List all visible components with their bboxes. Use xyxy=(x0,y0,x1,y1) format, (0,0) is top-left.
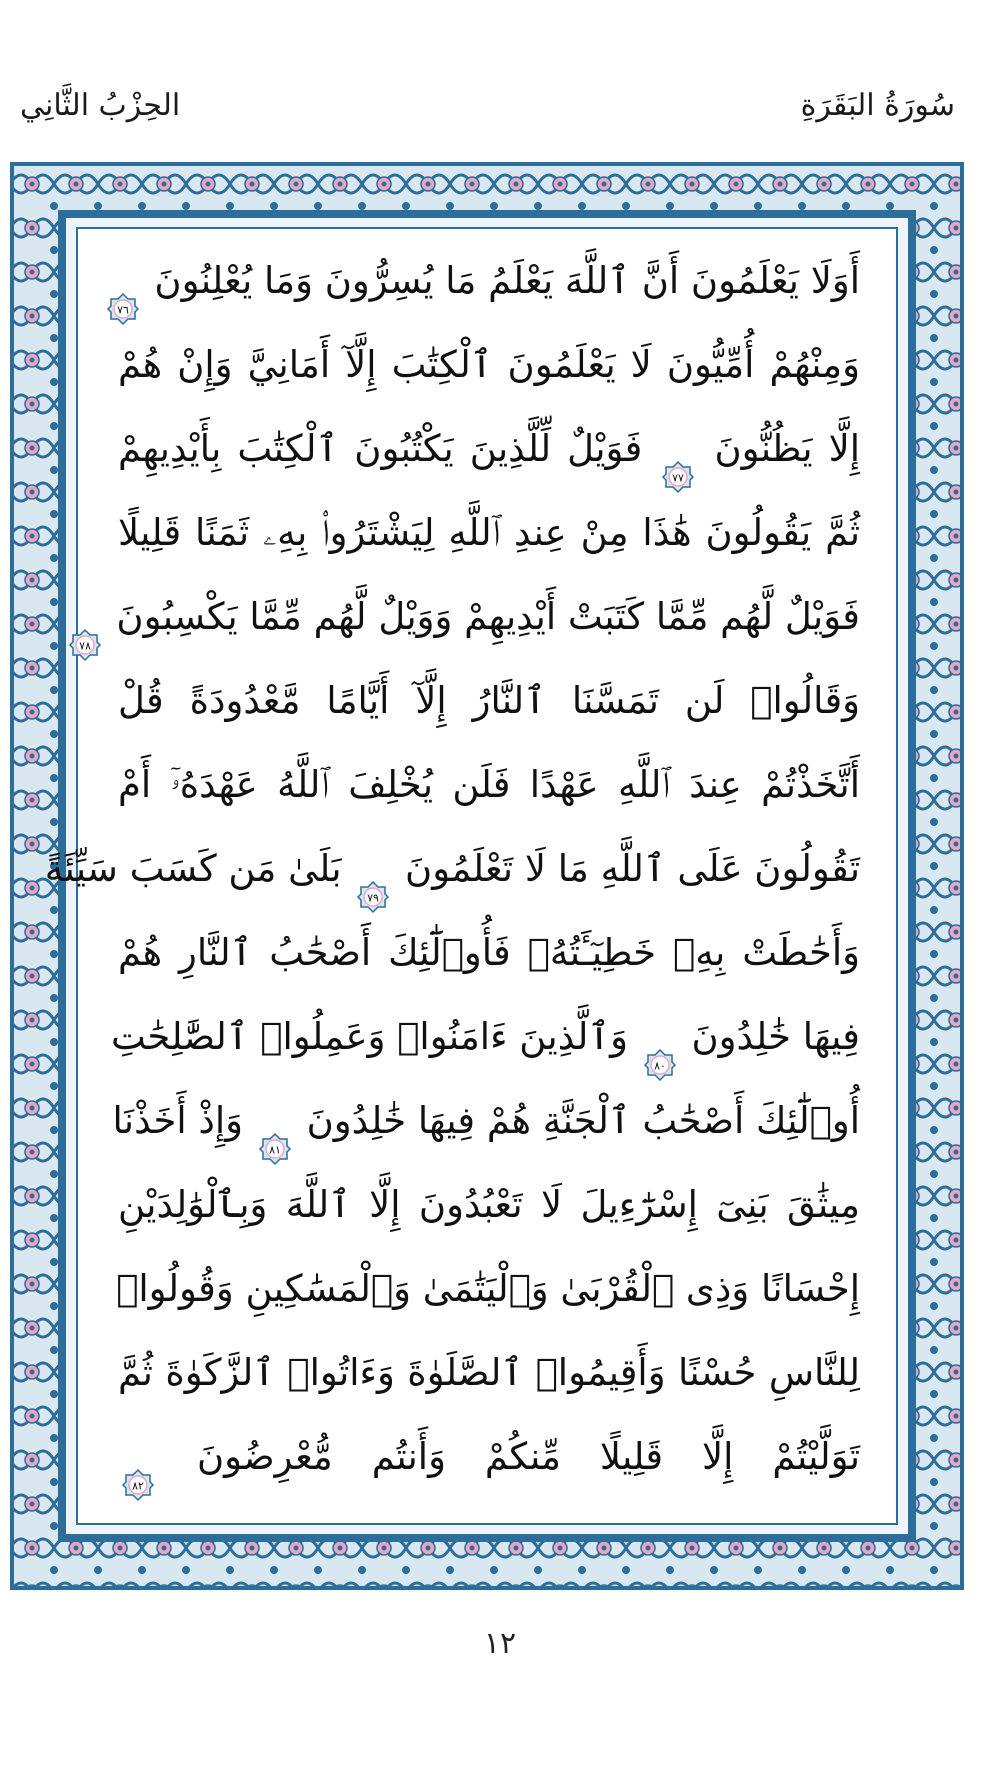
verse-line xyxy=(118,1411,860,1503)
verse-text: مِيثَٰقَ بَنِىٓ إِسْرَٰٓءِيلَ لَا تَعْبُدُونَ إِلَّا ٱللَّهَ وَبِٱلْوَٰلِدَيْنِ xyxy=(118,1183,860,1226)
page-number: ١٢ xyxy=(483,1626,517,1661)
ayah-number: ٨٢ xyxy=(132,1479,144,1492)
verse-text: وَمِنْهُمْ أُمِّيُّونَ لَا يَعْلَمُونَ ٱلْكِتَٰبَ إِلَّآ أَمَانِيَّ وَإِنْ هُمْ xyxy=(118,343,860,386)
ayah-number-marker xyxy=(662,435,694,484)
verse-text: فَوَيْلٌ لَّهُم مِّمَّا كَتَبَتْ أَيْدِيهِمْ وَوَيْلٌ لَّهُم مِّمَّا يَكْسِبُونَ xyxy=(116,595,860,638)
ayah-rosette-icon xyxy=(69,629,101,661)
ayah-number-marker xyxy=(107,267,139,316)
ayah-rosette-icon xyxy=(122,1469,154,1501)
ayah-number: ٧٧ xyxy=(672,471,685,484)
verse-text: إِلَّا يَظُنُّونَ xyxy=(714,427,861,470)
verse-text: وَأَحَٰطَتْ بِهِۦ خَطِيٓـَٔتُهُۥ فَأُو۟لَٰٓئِكَ أَصْحَٰبُ ٱلنَّارِ هُمْ xyxy=(118,931,860,974)
verse-line xyxy=(118,907,860,999)
hizb-label: الحِزْبُ الثَّانِي xyxy=(20,88,181,123)
verse-line xyxy=(111,991,860,1083)
ayah-number: ٨٠ xyxy=(653,1059,666,1072)
text-panel xyxy=(44,227,898,1525)
ayah-number: ٧٦ xyxy=(116,303,129,316)
verse-text: لِلنَّاسِ حُسْنًا وَأَقِيمُوا۟ ٱلصَّلَوٰةَ وَءَاتُوا۟ ٱلزَّكَوٰةَ ثُمَّ xyxy=(118,1351,860,1394)
verse-text-continued: وَإِذْ أَخَذْنَا xyxy=(112,1099,244,1142)
verse-line xyxy=(118,235,860,327)
surah-title: سُورَةُ البَقَرَةِ xyxy=(800,88,955,123)
verse-line xyxy=(118,1327,860,1419)
verse-line xyxy=(118,487,860,579)
ayah-number-marker xyxy=(122,1443,154,1492)
verse-line xyxy=(112,1075,860,1167)
verse-line xyxy=(118,655,860,747)
verse-text-continued: بَلَىٰ مَن كَسَبَ سَيِّئَةً xyxy=(44,847,342,890)
ayah-number-marker xyxy=(69,603,101,652)
verse-line xyxy=(118,403,860,495)
verse-line xyxy=(118,1243,860,1335)
verse-line xyxy=(44,823,860,915)
ornamental-frame xyxy=(10,162,964,1590)
verse-text-continued: فَوَيْلٌ لِّلَّذِينَ يَكْتُبُونَ ٱلْكِتَٰبَ بِأَيْدِيهِمْ xyxy=(118,427,643,470)
verse-line xyxy=(78,571,860,663)
verse-text-continued: وَٱلَّذِينَ ءَامَنُوا۟ وَعَمِلُوا۟ ٱلصَّٰلِحَٰتِ xyxy=(111,1015,628,1058)
verse-text: تَقُولُونَ عَلَى ٱللَّهِ مَا لَا تَعْلَمُونَ xyxy=(405,847,860,890)
ayah-number-marker xyxy=(259,1107,291,1156)
verse-text: أَوَلَا يَعْلَمُونَ أَنَّ ٱللَّهَ يَعْلَمُ مَا يُسِرُّونَ وَمَا يُعْلِنُونَ xyxy=(154,259,860,302)
verse-text: ثُمَّ يَقُولُونَ هَٰذَا مِنْ عِندِ ٱللَّهِ لِيَشْتَرُوا۟ بِهِۦ ثَمَنًا قَلِيلًا xyxy=(118,511,860,554)
verse-text: وَقَالُوا۟ لَن تَمَسَّنَا ٱلنَّارُ إِلَّآ أَيَّامًا مَّعْدُودَةً قُلْ xyxy=(118,679,860,722)
ayah-number-marker xyxy=(357,855,389,904)
ayah-number-marker xyxy=(644,1023,676,1072)
verse-line xyxy=(118,739,860,831)
verse-text: تَوَلَّيْتُمْ إِلَّا قَلِيلًا مِّنكُمْ وَأَنتُم مُّعْرِضُونَ xyxy=(196,1435,861,1478)
verse-text: أُو۟لَٰٓئِكَ أَصْحَٰبُ ٱلْجَنَّةِ هُمْ فِيهَا خَٰلِدُونَ xyxy=(306,1099,860,1142)
ayah-number: ٨١ xyxy=(268,1143,281,1156)
verse-text: فِيهَا خَٰلِدُونَ xyxy=(691,1015,860,1058)
ayah-number: ٧٨ xyxy=(78,639,91,652)
verse-text: أَتَّخَذْتُمْ عِندَ ٱللَّهِ عَهْدًا فَلَن يُخْلِفَ ٱللَّهُ عَهْدَهُۥٓ أَمْ xyxy=(118,763,860,806)
verse-text: إِحْسَانًا وَذِى ٱلْقُرْبَىٰ وَٱلْيَتَٰمَىٰ وَٱلْمَسَٰكِينِ وَقُولُوا۟ xyxy=(116,1267,860,1310)
verse-line xyxy=(118,319,860,411)
verse-line xyxy=(118,1159,860,1251)
page-header xyxy=(0,88,1000,148)
ayah-number: ٧٩ xyxy=(367,891,380,904)
